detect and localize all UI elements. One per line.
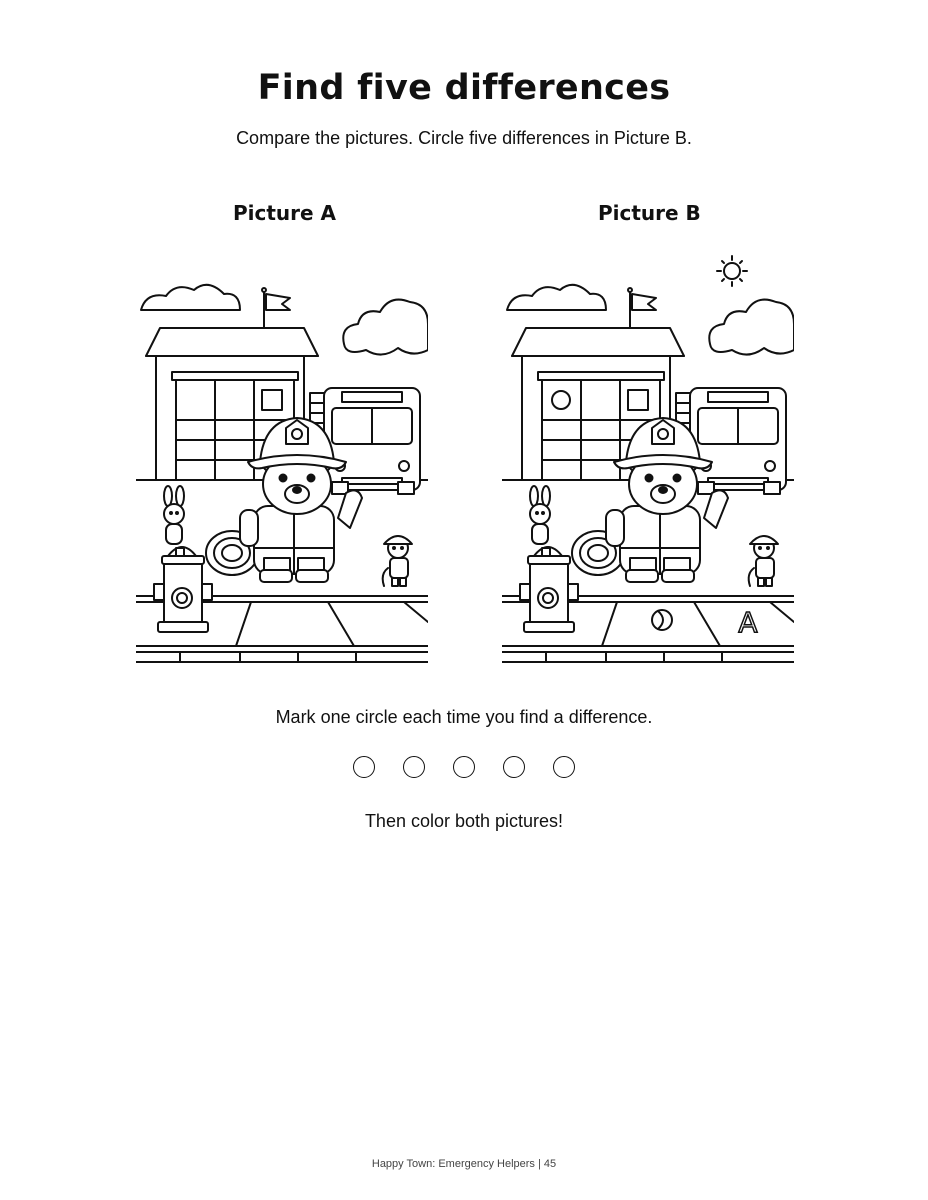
tally-instruction: Mark one circle each time you find a difference. <box>275 707 653 727</box>
tally-circle[interactable] <box>353 756 375 778</box>
page-footer: Happy Town: Emergency Helpers | 45 <box>371 1158 557 1170</box>
tally-circles <box>0 756 928 778</box>
closing-text: Then color both pictures! <box>364 811 564 831</box>
picture-a-label: Picture A <box>233 201 337 225</box>
tally-circle[interactable] <box>553 756 575 778</box>
page-title: Find five differences <box>257 68 671 108</box>
tally-circle[interactable] <box>503 756 525 778</box>
picture-b <box>502 248 794 668</box>
fire-station-scene-b <box>502 248 794 668</box>
page-subtitle: Compare the pictures. Circle five differences in Picture B. <box>236 128 692 148</box>
picture-a <box>136 248 428 668</box>
picture-b-label: Picture B <box>598 201 701 225</box>
tally-circle[interactable] <box>403 756 425 778</box>
sidewalk-letter: A <box>738 606 758 639</box>
tally-circle[interactable] <box>453 756 475 778</box>
fire-station-scene-a <box>136 248 428 668</box>
window-circle-icon <box>552 391 570 409</box>
sun-icon <box>717 256 747 286</box>
moon-icon <box>652 610 672 630</box>
